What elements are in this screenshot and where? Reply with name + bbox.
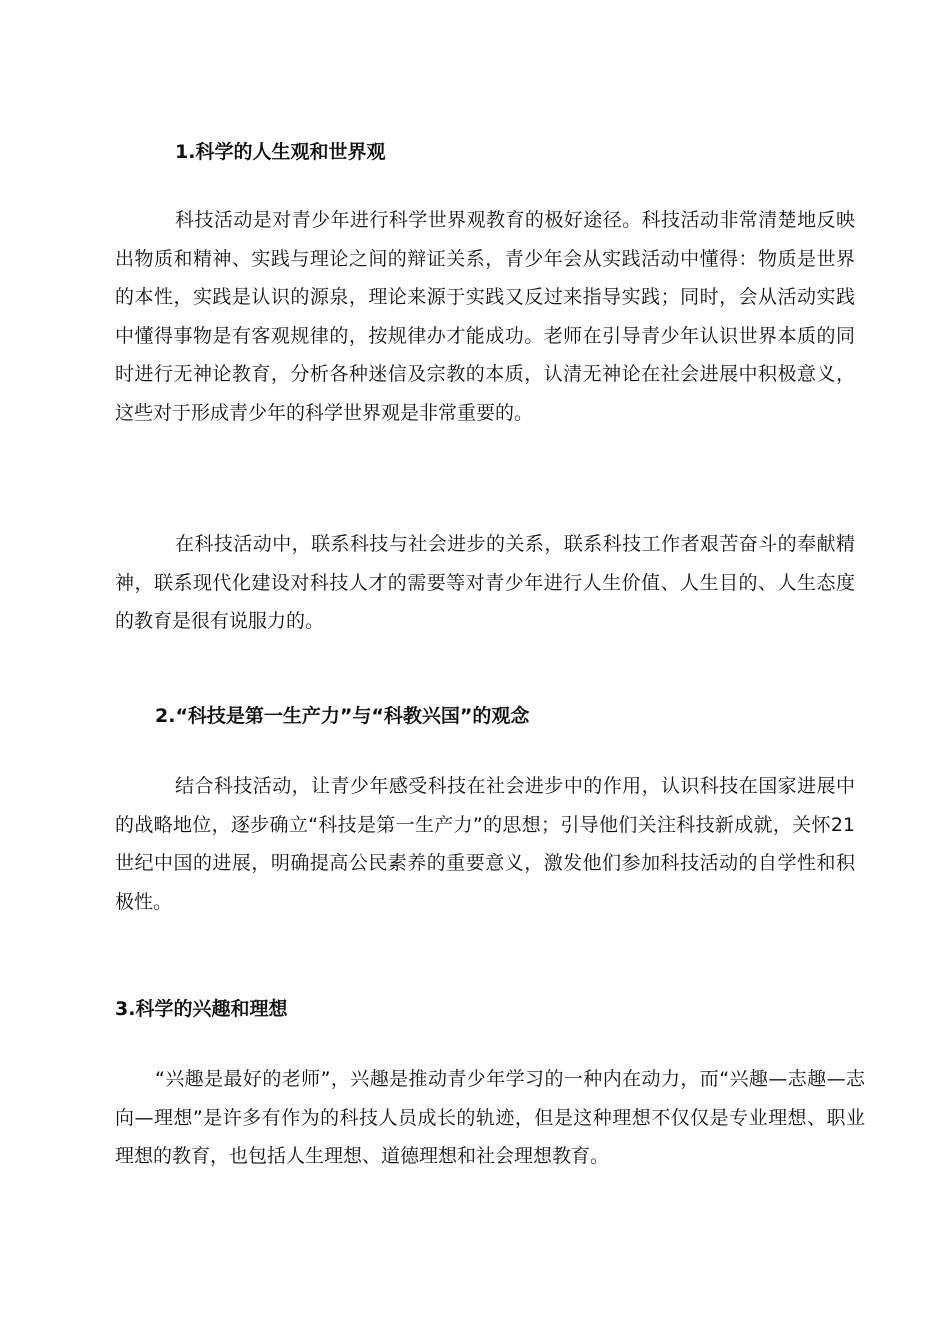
paragraph-4: “兴趣是最好的老师”，兴趣是推动青少年学习的一种内在动力，而“兴趣—志趣—志向—理想”是许多有作为的科技人员成长的轨迹，但是这种理想不仅仅是专业理想、职业理想的教育，也包括人生理想、道德理想和社会理想教育。 [115, 1068, 865, 1167]
paragraph-3: 结合科技活动，让青少年感受科技在社会进步中的作用，认识科技在国家进展中的战略地位，逐步确立“科技是第一生产力”的思想；引导他们关注科技新成就，关怀21世纪中国的进展，明确提高公民素养的重要意义，激发他们参加科技活动的自学性和积极性。 [115, 775, 855, 913]
section-heading-3: 3.科学的兴趣和理想 [115, 998, 288, 1020]
paragraph-2: 在科技活动中，联系科技与社会进步的关系，联系科技工作者艰苦奋斗的奉献精神，联系现代化建设对科技人才的需要等对青少年进行人生价值、人生目的、人生态度的教育是很有说服力的。 [115, 533, 855, 632]
section-heading-1: 1.科学的人生观和世界观 [175, 141, 386, 163]
section-heading-2: 2.“科技是第一生产力”与“科教兴国”的观念 [155, 705, 530, 727]
paragraph-1: 科技活动是对青少年进行科学世界观教育的极好途径。科技活动非常清楚地反映出物质和精神、实践与理论之间的辩证关系，青少年会从实践活动中懂得：物质是世界的本性，实践是认识的源泉，理论来源于实践又反过来指导实践；同时，会从活动实践中懂得事物是有客观规律的，按规律办才能成功。老师在引导青少年认识世界本质的同时进行无神论教育，分析各种迷信及宗教的本质，认清无神论在社会进展中积极意义，这些对于形成青少年的科学世界观是非常重要的。 [115, 209, 855, 424]
